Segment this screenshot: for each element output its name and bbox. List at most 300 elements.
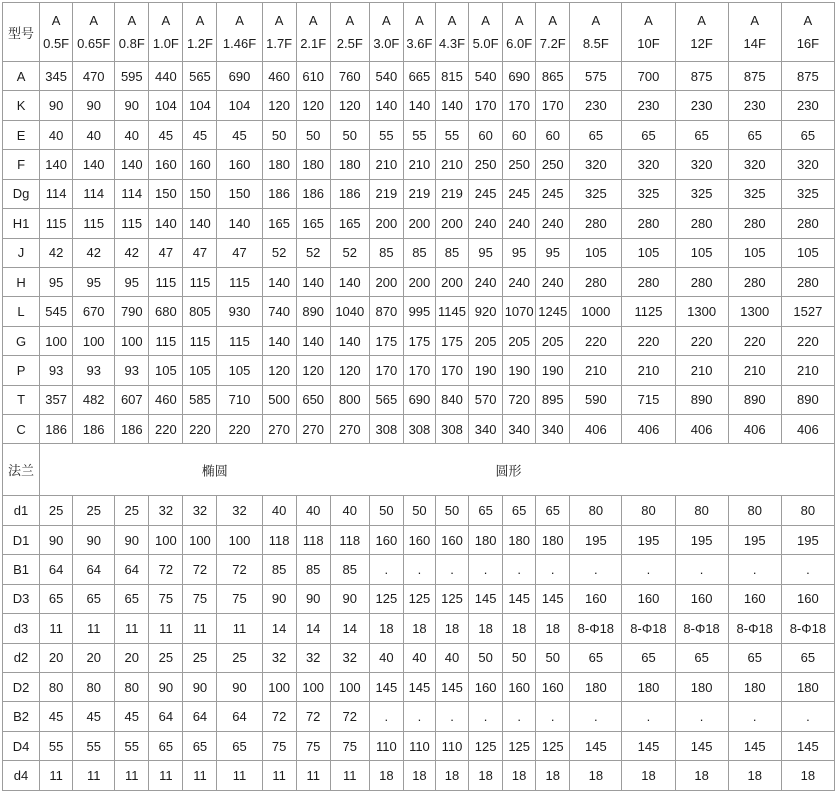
value-cell: 210 — [728, 356, 781, 385]
column-header — [536, 3, 570, 62]
value-cell: 170 — [536, 91, 570, 120]
value-cell: 220 — [570, 326, 622, 355]
value-cell: 100 — [262, 673, 296, 702]
value-cell: 18 — [435, 761, 468, 791]
value-cell: 75 — [217, 584, 262, 613]
value-cell: 280 — [728, 209, 781, 238]
value-cell: 140 — [330, 326, 369, 355]
value-cell: 65 — [781, 120, 834, 149]
value-cell: 180 — [622, 673, 675, 702]
value-cell: 93 — [115, 356, 149, 385]
value-cell: 18 — [622, 761, 675, 791]
value-cell: 140 — [369, 91, 403, 120]
column-series-label: A — [591, 12, 601, 28]
value-cell: 150 — [183, 179, 217, 208]
table-row — [3, 150, 835, 179]
table-row — [3, 525, 835, 554]
value-cell: 120 — [262, 91, 296, 120]
value-cell: 320 — [570, 150, 622, 179]
value-cell: 25 — [115, 496, 149, 525]
value-cell: . — [781, 555, 834, 584]
value-cell: 18 — [781, 761, 834, 791]
value-cell: 14 — [296, 614, 330, 643]
value-cell: 210 — [435, 150, 468, 179]
value-cell: 200 — [403, 209, 435, 238]
value-cell: 25 — [40, 496, 73, 525]
value-cell: 160 — [675, 584, 728, 613]
value-cell: 180 — [503, 525, 536, 554]
value-cell: 40 — [115, 120, 149, 149]
value-cell: 440 — [149, 62, 183, 91]
value-cell: 18 — [570, 761, 622, 791]
value-cell: 32 — [217, 496, 262, 525]
value-cell: 50 — [262, 120, 296, 149]
value-cell: 65 — [73, 584, 115, 613]
value-cell: 104 — [217, 91, 262, 120]
column-header — [403, 3, 435, 62]
value-cell: 219 — [435, 179, 468, 208]
value-cell: 105 — [675, 238, 728, 267]
value-cell: 245 — [503, 179, 536, 208]
value-cell: 14 — [262, 614, 296, 643]
value-cell: 170 — [469, 91, 503, 120]
value-cell: 60 — [469, 120, 503, 149]
value-cell: 25 — [183, 643, 217, 672]
value-cell: 65 — [469, 496, 503, 525]
value-cell: . — [675, 702, 728, 731]
value-cell: 118 — [330, 525, 369, 554]
column-size-label: 16F — [796, 36, 820, 52]
row-label: d3 — [3, 614, 40, 643]
column-size-label: 2.5F — [336, 36, 363, 52]
value-cell: 320 — [675, 150, 728, 179]
value-cell: 72 — [149, 555, 183, 584]
row-label: E — [3, 120, 40, 149]
value-cell: 85 — [330, 555, 369, 584]
value-cell: 145 — [781, 731, 834, 760]
table-row — [3, 62, 835, 91]
row-label: H1 — [3, 209, 40, 238]
row-label: D1 — [3, 525, 40, 554]
value-cell: 120 — [330, 356, 369, 385]
table-row — [3, 297, 835, 326]
column-size-label: 3.0F — [373, 36, 400, 52]
value-cell: 80 — [115, 673, 149, 702]
value-cell: 11 — [40, 761, 73, 791]
value-cell: 165 — [330, 209, 369, 238]
value-cell: 20 — [73, 643, 115, 672]
value-cell: 219 — [403, 179, 435, 208]
value-cell: 1040 — [330, 297, 369, 326]
row-label: 法兰 — [3, 444, 40, 496]
value-cell: 160 — [728, 584, 781, 613]
value-cell: 585 — [183, 385, 217, 414]
value-cell: 815 — [435, 62, 468, 91]
value-cell: 145 — [622, 731, 675, 760]
value-cell: 64 — [115, 555, 149, 584]
value-cell: 170 — [503, 91, 536, 120]
value-cell: 65 — [40, 584, 73, 613]
value-cell: 308 — [435, 415, 468, 444]
value-cell: 140 — [403, 91, 435, 120]
value-cell: 60 — [536, 120, 570, 149]
column-header — [469, 3, 503, 62]
value-cell: . — [570, 555, 622, 584]
value-cell: 42 — [40, 238, 73, 267]
value-cell: 18 — [403, 761, 435, 791]
value-cell: 160 — [369, 525, 403, 554]
column-size-label: 3.6F — [406, 36, 433, 52]
value-cell: 195 — [781, 525, 834, 554]
value-cell: 590 — [570, 385, 622, 414]
value-cell: 47 — [183, 238, 217, 267]
value-cell: 325 — [728, 179, 781, 208]
row-label: D2 — [3, 673, 40, 702]
value-cell: 875 — [728, 62, 781, 91]
value-cell: . — [503, 555, 536, 584]
value-cell: 205 — [469, 326, 503, 355]
value-cell: 18 — [435, 614, 468, 643]
value-cell: 145 — [570, 731, 622, 760]
value-cell: 52 — [296, 238, 330, 267]
value-cell: 80 — [728, 496, 781, 525]
row-label: B1 — [3, 555, 40, 584]
value-cell: 25 — [73, 496, 115, 525]
value-cell: 100 — [40, 326, 73, 355]
flange-oval-label: 椭圆 — [201, 463, 228, 479]
value-cell: 55 — [115, 731, 149, 760]
value-cell: 100 — [183, 525, 217, 554]
value-cell: 8-Φ18 — [728, 614, 781, 643]
value-cell: 186 — [296, 179, 330, 208]
value-cell: 125 — [503, 731, 536, 760]
value-cell: 140 — [115, 150, 149, 179]
value-cell: 140 — [262, 267, 296, 296]
column-header — [217, 3, 262, 62]
value-cell: 110 — [369, 731, 403, 760]
value-cell: 75 — [296, 731, 330, 760]
value-cell: 115 — [149, 267, 183, 296]
value-cell: 32 — [149, 496, 183, 525]
value-cell: 90 — [262, 584, 296, 613]
value-cell: 105 — [781, 238, 834, 267]
value-cell: 1245 — [536, 297, 570, 326]
value-cell: 220 — [622, 326, 675, 355]
column-size-label: 6.0F — [506, 36, 533, 52]
value-cell: 18 — [469, 761, 503, 791]
header-row — [3, 3, 835, 62]
value-cell: 65 — [149, 731, 183, 760]
value-cell: 65 — [503, 496, 536, 525]
value-cell: 65 — [217, 731, 262, 760]
column-series-label: A — [235, 12, 244, 28]
value-cell: 200 — [435, 267, 468, 296]
value-cell: 186 — [73, 415, 115, 444]
value-cell: 340 — [536, 415, 570, 444]
value-cell: . — [403, 555, 435, 584]
value-cell: 18 — [369, 614, 403, 643]
value-cell: 95 — [469, 238, 503, 267]
value-cell: 875 — [781, 62, 834, 91]
value-cell: . — [403, 702, 435, 731]
value-cell: 100 — [149, 525, 183, 554]
value-cell: 100 — [73, 326, 115, 355]
value-cell: 65 — [675, 120, 728, 149]
value-cell: 18 — [503, 614, 536, 643]
value-cell: . — [369, 702, 403, 731]
value-cell: 195 — [570, 525, 622, 554]
value-cell: 170 — [435, 356, 468, 385]
value-cell: 210 — [403, 150, 435, 179]
row-label: d2 — [3, 643, 40, 672]
value-cell: 280 — [781, 209, 834, 238]
value-cell: 11 — [115, 614, 149, 643]
value-cell: 190 — [469, 356, 503, 385]
value-cell: 140 — [40, 150, 73, 179]
column-size-label: 5.0F — [472, 36, 499, 52]
value-cell: 50 — [536, 643, 570, 672]
value-cell: 105 — [183, 356, 217, 385]
column-series-label: A — [548, 12, 558, 28]
value-cell: 90 — [330, 584, 369, 613]
table-row — [3, 415, 835, 444]
value-cell: 11 — [217, 614, 262, 643]
value-cell: 406 — [622, 415, 675, 444]
value-cell: 790 — [115, 297, 149, 326]
value-cell: 72 — [330, 702, 369, 731]
value-cell: 250 — [469, 150, 503, 179]
value-cell: 1527 — [781, 297, 834, 326]
value-cell: 565 — [183, 62, 217, 91]
value-cell: 90 — [73, 525, 115, 554]
value-cell: 930 — [217, 297, 262, 326]
value-cell: 85 — [262, 555, 296, 584]
value-cell: 115 — [217, 326, 262, 355]
value-cell: 280 — [570, 209, 622, 238]
column-size-label: 10F — [637, 36, 660, 52]
value-cell: 85 — [296, 555, 330, 584]
value-cell: 125 — [469, 731, 503, 760]
value-cell: 104 — [149, 91, 183, 120]
value-cell: 865 — [536, 62, 570, 91]
value-cell: 230 — [781, 91, 834, 120]
value-cell: 230 — [675, 91, 728, 120]
value-cell: 180 — [330, 150, 369, 179]
table-row — [3, 673, 835, 702]
value-cell: 64 — [217, 702, 262, 731]
table-row — [3, 120, 835, 149]
value-cell: 75 — [183, 584, 217, 613]
value-cell: . — [469, 702, 503, 731]
value-cell: 175 — [403, 326, 435, 355]
value-cell: 460 — [149, 385, 183, 414]
table-row — [3, 555, 835, 584]
value-cell: 32 — [262, 643, 296, 672]
column-series-label: A — [89, 12, 99, 28]
value-cell: 220 — [183, 415, 217, 444]
value-cell: 55 — [369, 120, 403, 149]
value-cell: 320 — [728, 150, 781, 179]
value-cell: 325 — [781, 179, 834, 208]
table-row — [3, 238, 835, 267]
value-cell: 540 — [469, 62, 503, 91]
value-cell: 93 — [73, 356, 115, 385]
value-cell: 72 — [183, 555, 217, 584]
column-size-label: 8.5F — [582, 36, 609, 52]
value-cell: 50 — [403, 496, 435, 525]
value-cell: 11 — [73, 614, 115, 643]
value-cell: 11 — [296, 761, 330, 791]
value-cell: 240 — [469, 267, 503, 296]
value-cell: 340 — [469, 415, 503, 444]
value-cell: 180 — [728, 673, 781, 702]
value-cell: 140 — [217, 209, 262, 238]
flange-round-label: 圆形 — [495, 463, 522, 479]
table-row — [3, 702, 835, 731]
value-cell: 230 — [622, 91, 675, 120]
value-cell: 470 — [73, 62, 115, 91]
value-cell: 50 — [296, 120, 330, 149]
value-cell: 160 — [781, 584, 834, 613]
column-size-label: 12F — [690, 36, 713, 52]
value-cell: 160 — [403, 525, 435, 554]
value-cell: 357 — [40, 385, 73, 414]
value-cell: 115 — [183, 326, 217, 355]
row-label: F — [3, 150, 40, 179]
column-header — [503, 3, 536, 62]
value-cell: 406 — [728, 415, 781, 444]
value-cell: 115 — [40, 209, 73, 238]
value-cell: 55 — [73, 731, 115, 760]
value-cell: 210 — [570, 356, 622, 385]
value-cell: 1300 — [675, 297, 728, 326]
column-series-label: A — [345, 12, 355, 28]
value-cell: 1300 — [728, 297, 781, 326]
value-cell: 65 — [675, 643, 728, 672]
flange-row — [3, 444, 835, 496]
value-cell: 195 — [728, 525, 781, 554]
column-series-label: A — [195, 12, 205, 28]
value-cell: 90 — [217, 673, 262, 702]
value-cell: 72 — [217, 555, 262, 584]
value-cell: 64 — [40, 555, 73, 584]
table-row — [3, 496, 835, 525]
column-series-label: A — [750, 12, 760, 28]
value-cell: 895 — [536, 385, 570, 414]
column-series-label: A — [514, 12, 524, 28]
value-cell: 210 — [675, 356, 728, 385]
value-cell: 105 — [728, 238, 781, 267]
value-cell: 95 — [73, 267, 115, 296]
value-cell: 50 — [369, 496, 403, 525]
table-row — [3, 643, 835, 672]
value-cell: 93 — [40, 356, 73, 385]
value-cell: 115 — [183, 267, 217, 296]
value-cell: . — [536, 555, 570, 584]
value-cell: 140 — [73, 150, 115, 179]
value-cell: 240 — [469, 209, 503, 238]
column-series-label: A — [274, 12, 284, 28]
value-cell: 720 — [503, 385, 536, 414]
value-cell: 75 — [262, 731, 296, 760]
value-cell: 540 — [369, 62, 403, 91]
column-series-label: A — [447, 12, 457, 28]
row-label: P — [3, 356, 40, 385]
column-series-label: A — [481, 12, 490, 28]
value-cell: 220 — [781, 326, 834, 355]
value-cell: 85 — [435, 238, 468, 267]
value-cell: 25 — [149, 643, 183, 672]
value-cell: 8-Φ18 — [570, 614, 622, 643]
value-cell: 545 — [40, 297, 73, 326]
value-cell: 90 — [73, 91, 115, 120]
value-cell: 240 — [503, 209, 536, 238]
value-cell: 595 — [115, 62, 149, 91]
value-cell: 11 — [183, 614, 217, 643]
value-cell: 240 — [536, 209, 570, 238]
value-cell: 80 — [622, 496, 675, 525]
value-cell: 40 — [369, 643, 403, 672]
value-cell: 65 — [183, 731, 217, 760]
value-cell: 308 — [369, 415, 403, 444]
value-cell: 200 — [369, 267, 403, 296]
value-cell: 11 — [217, 761, 262, 791]
value-cell: 230 — [570, 91, 622, 120]
value-cell: 95 — [115, 267, 149, 296]
value-cell: 890 — [296, 297, 330, 326]
row-label: C — [3, 415, 40, 444]
row-label: H — [3, 267, 40, 296]
value-cell: 90 — [149, 673, 183, 702]
table-row — [3, 761, 835, 791]
value-cell: 50 — [435, 496, 468, 525]
value-cell: 100 — [217, 525, 262, 554]
value-cell: 47 — [149, 238, 183, 267]
value-cell: 920 — [469, 297, 503, 326]
value-cell: 170 — [369, 356, 403, 385]
value-cell: 160 — [183, 150, 217, 179]
value-cell: 65 — [622, 643, 675, 672]
value-cell: 45 — [40, 702, 73, 731]
row-label: d4 — [3, 761, 40, 791]
value-cell: 180 — [675, 673, 728, 702]
value-cell: 610 — [296, 62, 330, 91]
value-cell: 180 — [570, 673, 622, 702]
value-cell: 40 — [435, 643, 468, 672]
value-cell: 18 — [469, 614, 503, 643]
table-row — [3, 91, 835, 120]
value-cell: 40 — [403, 643, 435, 672]
value-cell: 115 — [73, 209, 115, 238]
value-cell: 140 — [296, 326, 330, 355]
column-size-label: 0.65F — [77, 36, 111, 52]
spec-table — [2, 2, 835, 791]
value-cell: . — [781, 702, 834, 731]
column-series-label: A — [697, 12, 706, 28]
value-cell: 165 — [262, 209, 296, 238]
value-cell: 105 — [149, 356, 183, 385]
value-cell: 186 — [40, 415, 73, 444]
value-cell: 245 — [536, 179, 570, 208]
column-size-label: 1.46F — [222, 36, 257, 52]
table-row — [3, 179, 835, 208]
value-cell: 308 — [403, 415, 435, 444]
value-cell: 690 — [403, 385, 435, 414]
value-cell: 115 — [217, 267, 262, 296]
column-header — [183, 3, 217, 62]
column-header — [570, 3, 622, 62]
value-cell: 240 — [503, 267, 536, 296]
